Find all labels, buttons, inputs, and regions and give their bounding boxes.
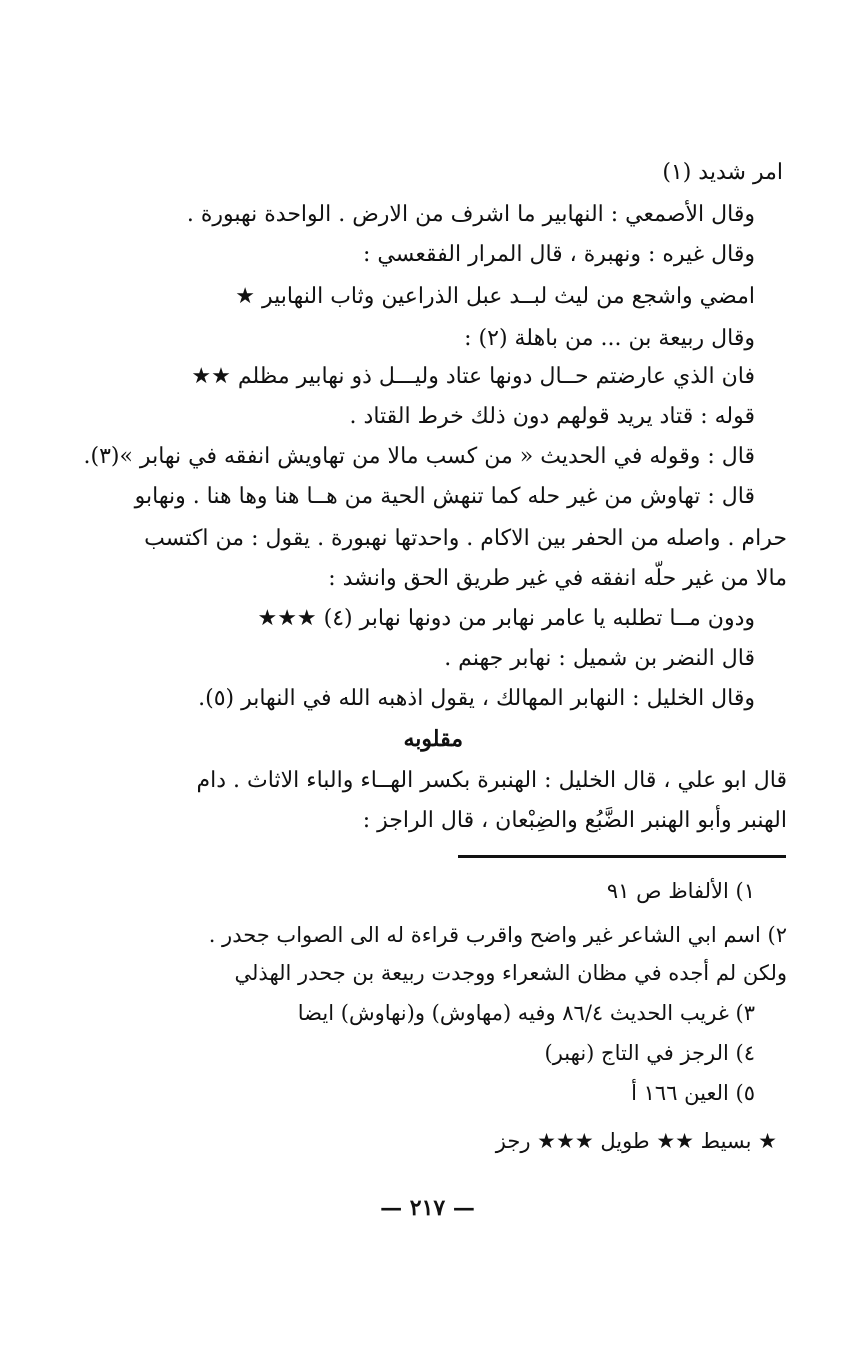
poem-verse: امضي واشجع من ليث لبــد عبل الذراعين وثاب النهابير ★ [235, 284, 755, 309]
text-line: الهنبر وأبو الهنبر الضَّبُع والضِبْعان ، قال الراجز : [362, 808, 787, 833]
text-line: وقال الأصمعي : النهابير ما اشرف من الارض . الواحدة نهبورة . [186, 202, 755, 227]
text-line: قال ابو علي ، قال الخليل : الهنبرة بكسر الهــاء والباء الاثاث . دام [196, 768, 787, 793]
text-line: قال : تهاوش من غير حله كما تنهش الحية من هــا هنا وها هنا . ونهابو [134, 484, 755, 509]
footnote-separator [458, 855, 786, 858]
text-line: وقال غيره : ونهبرة ، قال المرار الفقعسي : [363, 242, 755, 267]
footnote: ١) الألفاظ ص ٩١ [606, 879, 755, 903]
text-line: وقال الخليل : النهابر المهالك ، يقول اذهبه الله في النهابر (٥). [198, 686, 755, 711]
page-number: — ٢١٧ — [380, 1195, 475, 1221]
text-line: حرام . واصله من الحفر بين الاكام . واحدتها نهبورة . يقول : من اكتسب [144, 526, 787, 551]
footnote: ٢) اسم ابي الشاعر غير واضح واقرب قراءة له الى الصواب جحدر . [208, 923, 787, 947]
text-line: قوله : قتاد يريد قولهم دون ذلك خرط القتاد . [349, 404, 755, 429]
text-line: امر شديد (١) [662, 160, 783, 185]
poem-verse: فان الذي عارضتم حــال دونها عتاد وليـــل ذو نهابير مظلم ★★ [191, 364, 755, 389]
footnote: ٣) غريب الحديث ٨٦/٤ وفيه (مهاوش) و(نهاوش) ايضا [297, 1001, 755, 1025]
meter-legend: ★ بسيط ★★ طويل ★★★ رجز [495, 1129, 777, 1153]
footnote: ولكن لم أجده في مظان الشعراء ووجدت ربيعة بن جحدر الهذلي [234, 961, 787, 985]
text-line: وقال ربيعة بن ... من باهلة (٢) : [464, 326, 755, 351]
text-line: مالا من غير حلّه انفقه في غير طريق الحق وانشد : [328, 566, 787, 591]
section-heading: مقلوبه [403, 726, 463, 752]
poem-verse: ودون مــا تطلبه يا عامر نهابر من دونها نهابر (٤) ★★★ [257, 606, 755, 631]
footnote: ٤) الرجز في التاج (نهبر) [544, 1041, 755, 1065]
text-line: قال النضر بن شميل : نهابر جهنم . [444, 646, 755, 671]
text-line: قال : وقوله في الحديث « من كسب مالا من تهاويش انفقه في نهابر »(٣). [83, 444, 755, 469]
footnote: ٥) العين ١٦٦ أ [631, 1081, 755, 1105]
